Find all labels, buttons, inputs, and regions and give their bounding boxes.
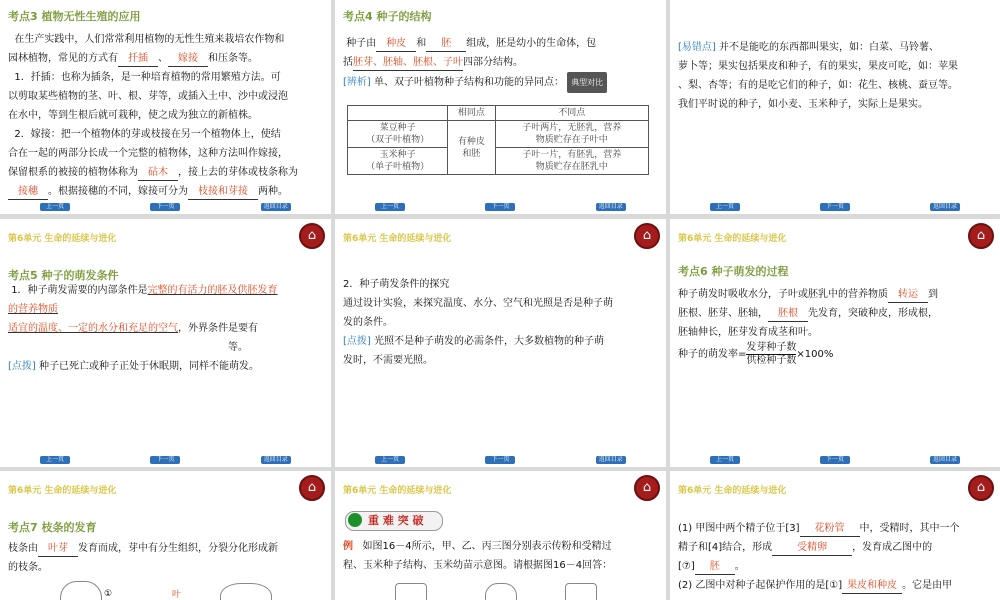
answer-blank: 接穗 (8, 185, 48, 200)
table-cell: 子叶两片，无胚乳，营养 物质贮存在子叶中 (495, 121, 648, 148)
text-line: 胚根、胚芽、胚轴， (678, 308, 768, 319)
next-page-button[interactable]: 下一页 (485, 456, 515, 464)
bud-diagram (60, 581, 102, 600)
slide-7[interactable] (0, 471, 331, 600)
text-line: 种子已死亡或种子正处于休眠期，同样不能萌发。 (39, 361, 259, 372)
home-icon[interactable]: ⌂ (634, 223, 660, 249)
nav-bar (335, 453, 666, 467)
contents-button[interactable]: 返回目录 (261, 203, 291, 211)
next-page-button[interactable]: 下一页 (820, 203, 850, 211)
unit-title: 第6单元 生命的延续与进化 (343, 234, 452, 244)
prev-page-button[interactable]: 上一页 (375, 456, 405, 464)
slide-title: 考点3 植物无性生殖的应用 (8, 10, 141, 23)
table-cell: 菜豆种子 （双子叶植物） (348, 121, 448, 148)
home-icon[interactable]: ⌂ (968, 475, 994, 501)
text-line: 程、玉米种子结构、玉米幼苗示意图。请根据图16－4回答： (343, 560, 613, 571)
text-line: 到 (928, 289, 938, 300)
answer-text: 适宜的温度、一定的水分和充足的空气 (8, 323, 178, 334)
unit-title: 第6单元 生命的延续与进化 (8, 486, 117, 496)
text-line: 并不是能吃的东西都叫果实，如：白菜、马铃薯、 (719, 42, 939, 53)
nav-bar (0, 453, 331, 467)
table-cell: 玉米种子 （单子叶植物） (348, 148, 448, 175)
figure-jia (395, 583, 427, 600)
home-icon[interactable]: ⌂ (968, 223, 994, 249)
figure-label: ① (104, 589, 113, 599)
answer-blank: 种皮 (376, 37, 416, 52)
answer-text: 的营养物质 (8, 304, 58, 315)
slide-body (343, 537, 658, 575)
slide-8[interactable] (335, 471, 666, 600)
text-line: 保留根系的被接的植物体称为 (8, 167, 138, 178)
slide-2[interactable] (335, 0, 666, 214)
slide-1[interactable] (0, 0, 331, 214)
contents-button[interactable]: 返回目录 (596, 456, 626, 464)
text-line: 、梨、杏等；有的是吃它们的种子，如：花生、核桃、蚕豆等。 (678, 80, 958, 91)
text-line: ，接上去的芽体或枝条称为 (178, 167, 298, 178)
unit-title: 第6单元 生命的延续与进化 (678, 234, 787, 244)
answer-blank: 嫁接 (168, 52, 208, 67)
text-line: [⑦] (678, 561, 695, 572)
unit-title: 第6单元 生命的延续与进化 (343, 486, 452, 496)
answer-blank: 果皮和种皮 (842, 579, 902, 594)
table-header: 不同点 (495, 106, 648, 121)
nav-bar (335, 200, 666, 214)
text-line: 光照不是种子萌发的必需条件，大多数植物的种子萌 (374, 336, 604, 347)
text-line: 园林植物，常见的方式有 (8, 53, 118, 64)
next-page-button[interactable]: 下一页 (485, 203, 515, 211)
text-line: 等。 (228, 342, 248, 353)
text-line: 和 (416, 38, 427, 49)
text-line: 、 (158, 53, 168, 64)
text-line: 通过设计实验，来探究温度、水分、空气和光照是否是种子萌 (343, 298, 613, 309)
formula-label: 种子的萌发率= (678, 349, 747, 360)
home-icon[interactable]: ⌂ (634, 475, 660, 501)
slide-body (8, 281, 323, 376)
prev-page-button[interactable]: 上一页 (710, 203, 740, 211)
figure-yi (485, 583, 517, 600)
answer-blank: 胚根 (768, 307, 808, 322)
example-tag: 例 (343, 541, 353, 552)
table-cell: 子叶一片，有胚乳，营养 物质贮存在胚乳中 (495, 148, 648, 175)
text-line: ，发育成乙图中的 (852, 542, 933, 553)
unit-title: 第6单元 生命的延续与进化 (678, 486, 787, 496)
text-line: 精子和[4]结合，形成 (678, 542, 773, 553)
text-line: 括 (343, 57, 353, 68)
text-line: 发的条件。 (343, 317, 393, 328)
text-line: 单、双子叶植物种子结构和功能的异同点： (374, 77, 564, 88)
text-line: 种子由 (346, 38, 377, 49)
answer-text: 完整的有活力的胚及供胚发育 (147, 285, 278, 296)
slide-5[interactable] (335, 219, 666, 467)
slide-body (678, 519, 992, 595)
compare-tag: 典型对比 (567, 72, 607, 93)
analysis-tag: [辨析] (343, 77, 371, 88)
text-line: 在水中，等到生根后就可栽种，使之成为独立的新植株。 (8, 110, 258, 121)
answer-blank: 胚 (695, 560, 735, 575)
home-icon[interactable]: ⌂ (299, 475, 325, 501)
formula-fraction (746, 342, 796, 367)
text-line: 。根据接穗的不同，嫁接可分为 (48, 186, 188, 197)
slide-body (678, 285, 992, 367)
text-line: 萝卜等；果实包括果皮和种子，有的果实，果皮可吃，如：苹果 (678, 61, 958, 72)
prev-page-button[interactable]: 上一页 (375, 203, 405, 211)
text-line: 中，受精时，其中一个 (859, 523, 960, 534)
text-line: 1．扦插：也称为插条，是一种培育植物的常用繁殖方法。可 (14, 72, 281, 83)
answer-blank: 花粉管 (800, 522, 860, 537)
text-line: 如图16－4所示，甲、乙、丙三图分别表示传粉和受精过 (362, 541, 612, 552)
text-line: 两种。 (258, 186, 288, 197)
slide-title: 考点5 种子的萌发条件 (8, 269, 119, 282)
tip-tag: [点拨] (8, 361, 36, 372)
answer-blank: 扦插 (118, 52, 158, 67)
text-line: ，外界条件是要有 (178, 323, 258, 334)
text-line: 1．种子萌发需要的内部条件是 (11, 285, 148, 296)
slide-6[interactable] (670, 219, 1000, 467)
text-line: 先发育，突破种皮，形成根， (808, 308, 938, 319)
formula-tail: ×100% (796, 349, 834, 360)
slide-body (343, 34, 658, 93)
contents-button[interactable]: 返回目录 (261, 456, 291, 464)
answer-blank: 叶芽 (38, 542, 78, 557)
prev-page-button[interactable]: 上一页 (40, 456, 70, 464)
comparison-table (347, 105, 649, 175)
slide-4[interactable] (0, 219, 331, 467)
text-line: 。 (734, 561, 745, 572)
text-line: 枝条由 (8, 543, 38, 554)
slide-title: 考点7 枝条的发育 (8, 521, 97, 534)
text-line: 合在一起的两部分长成一个完整的植物体，这种方法叫作嫁接， (8, 148, 288, 159)
text-line: 发育而成，芽中有分生组织，分裂分化形成新 (78, 543, 278, 554)
numerator: 发芽种子数 (746, 342, 797, 353)
prev-page-button[interactable]: 上一页 (710, 456, 740, 464)
table-header: 相同点 (448, 106, 495, 121)
tip-tag: [点拨] (343, 336, 371, 347)
text-line: 胚轴伸长，胚芽发育成茎和叶。 (678, 327, 818, 338)
text-line: 种子萌发时吸收水分，子叶或胚乳中的营养物质 (678, 289, 888, 300)
slide-body (8, 539, 323, 577)
text-line: 以剪取某些植物的茎、叶、根、芽等，或插入土中、沙中或浸泡 (8, 91, 288, 102)
badge-label: 重 难 突 破 (368, 514, 424, 527)
text-line: 发时，不需要光照。 (343, 355, 433, 366)
table-header (348, 106, 448, 121)
nav-bar (0, 200, 331, 214)
answer-blank: 转运 (888, 288, 928, 303)
text-line: 组成，胚是幼小的生命体，包 (466, 38, 597, 49)
unit-title: 第6单元 生命的延续与进化 (8, 234, 117, 244)
text-line: 我们平时说的种子，如小麦、玉米种子，实际上是果实。 (678, 99, 928, 110)
slide-body (678, 38, 992, 114)
slide-body (8, 30, 323, 201)
next-page-button[interactable]: 下一页 (150, 203, 180, 211)
error-tag: [易错点] (678, 42, 716, 53)
badge-dot-icon (348, 513, 362, 527)
table-cell: 有种皮 和胚 (448, 121, 495, 175)
slide-3[interactable] (670, 0, 1000, 214)
answer-blank: 砧木 (138, 166, 178, 181)
slide-title: 考点4 种子的结构 (343, 10, 432, 23)
next-page-button[interactable]: 下一页 (820, 456, 850, 464)
slide-9[interactable] (670, 471, 1000, 600)
home-icon[interactable]: ⌂ (299, 223, 325, 249)
text-line: 在生产实践中，人们常常利用植物的无性生殖来栽培农作物和 (14, 34, 285, 45)
branch-diagram (220, 583, 272, 600)
slide-body (343, 275, 658, 370)
slide-title: 考点6 种子萌发的过程 (678, 265, 789, 278)
contents-button[interactable]: 返回目录 (596, 203, 626, 211)
text-line: 2．种子萌发条件的探究 (343, 279, 450, 290)
text-line: (2) 乙图中对种子起保护作用的是[①] (678, 580, 843, 591)
answer-blank: 受精卵 (772, 541, 852, 556)
nav-bar (670, 453, 1000, 467)
text-line: 和压条等。 (208, 53, 258, 64)
text-line: 的枝条。 (8, 562, 48, 573)
text-line: 2．嫁接：把一个植物体的芽或枝接在另一个植物体上，使结 (14, 129, 281, 140)
figure-bing (565, 583, 597, 600)
answer-blank: 胚 (426, 37, 466, 52)
next-page-button[interactable]: 下一页 (150, 456, 180, 464)
answer-blank: 枝接和芽接 (188, 185, 258, 200)
text-line: 。它是由甲 (902, 580, 953, 591)
difficulty-badge (345, 511, 443, 531)
answer-blank: 胚芽、胚轴、胚根、子叶 (353, 56, 463, 71)
denominator: 供检种子数 (746, 355, 797, 366)
prev-page-button[interactable]: 上一页 (40, 203, 70, 211)
nav-bar (670, 200, 1000, 214)
text-line: 四部分结构。 (463, 57, 523, 68)
figure-label: 叶 (172, 590, 182, 600)
contents-button[interactable]: 返回目录 (930, 203, 960, 211)
contents-button[interactable]: 返回目录 (930, 456, 960, 464)
text-line: (1) 甲图中两个精子位于[3] (678, 523, 800, 534)
